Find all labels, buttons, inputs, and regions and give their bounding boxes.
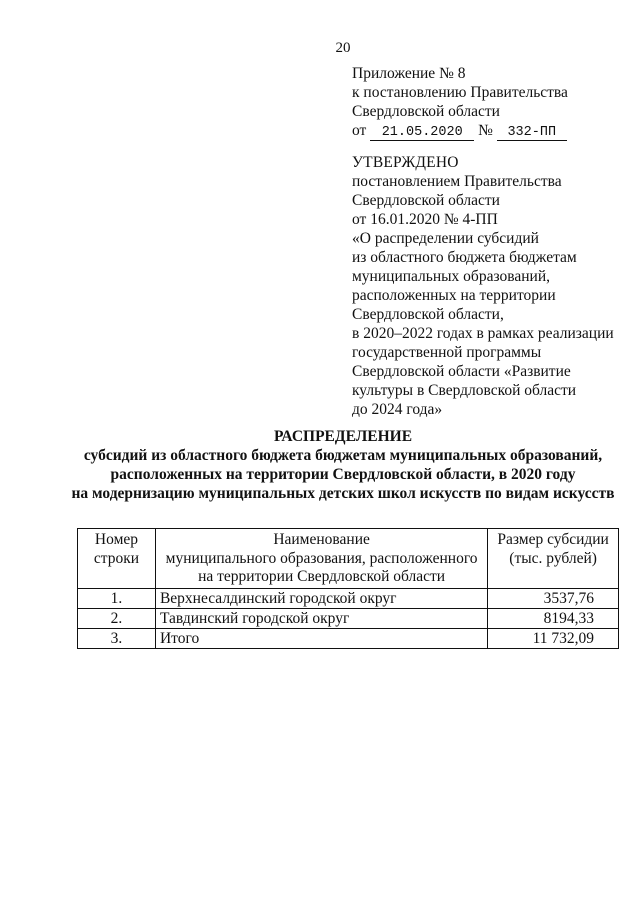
approved-line: до 2024 года» [352, 401, 443, 418]
table-row-total [78, 628, 619, 648]
header-subsidy-amount-line-2: (тыс. рублей) [509, 549, 597, 567]
table-header-row [78, 529, 619, 589]
total-amount: 11 732,09 [488, 628, 619, 648]
header-municipality-line-3: на территории Свердловской области [198, 568, 446, 585]
approved-line: муниципальных образований, [352, 268, 550, 285]
approved-line: Свердловской области [352, 192, 500, 209]
appendix-line-3: Свердловской области [352, 103, 500, 120]
header-row-number [78, 529, 156, 589]
total-label: Итого [155, 628, 487, 648]
table-row [78, 608, 619, 628]
number-label: № [478, 122, 493, 139]
appendix-block [352, 64, 568, 141]
approved-line: государственной программы [352, 344, 542, 361]
header-row-number-line-1: Номер [94, 531, 139, 548]
approved-line: от 16.01.2020 № 4-ПП [352, 211, 498, 228]
subsidy-amount: 3537,76 [488, 588, 619, 608]
header-municipality-line-2: муниципального образования, расположенного [165, 549, 478, 567]
approved-heading: УТВЕРЖДЕНО [352, 154, 459, 171]
header-subsidy-amount [488, 529, 619, 589]
approved-line: постановлением Правительства [352, 173, 562, 190]
from-label: от [352, 122, 367, 139]
appendix-line-2: к постановлению Правительства [352, 84, 568, 101]
approved-line: из областного бюджета бюджетам [352, 249, 577, 266]
approved-line: Свердловской области «Развитие [352, 363, 571, 380]
header-municipality-line-1: Наименование [273, 531, 370, 548]
header-subsidy-amount-line-1: Размер субсидии [497, 531, 609, 548]
row-number: 3. [78, 628, 156, 648]
header-municipality [155, 529, 487, 589]
municipality-name: Верхнесалдинский городской округ [155, 588, 487, 608]
subsidy-table [77, 528, 619, 649]
document-title-line-1: субсидий из областного бюджета бюджетам муниципальных образований, [83, 447, 603, 464]
subsidy-amount: 8194,33 [488, 608, 619, 628]
approved-line: культуры в Свердловской области [352, 382, 577, 399]
header-row-number-line-2: строки [93, 549, 140, 567]
municipality-name: Тавдинский городской округ [155, 608, 487, 628]
approved-line: «О распределении субсидий [352, 230, 539, 247]
decree-number: 332-ПП [497, 126, 567, 141]
approved-line: расположенных на территории [352, 287, 556, 304]
approved-line: Свердловской области, [352, 306, 504, 323]
approved-block [352, 153, 627, 419]
document-title-heading: РАСПРЕДЕЛЕНИЕ [273, 428, 413, 445]
document-title-line-2: расположенных на территории Свердловской области, в 2020 году [110, 466, 576, 483]
appendix-title: Приложение № 8 [352, 65, 466, 82]
document-title [0, 427, 640, 503]
row-number: 2. [78, 608, 156, 628]
page-number: 20 [335, 40, 351, 56]
approved-line: в 2020–2022 годах в рамках реализации [352, 325, 614, 342]
table-row [78, 588, 619, 608]
decree-date: 21.05.2020 [370, 126, 474, 141]
row-number: 1. [78, 588, 156, 608]
appendix-date-number-line [352, 121, 568, 141]
document-title-line-3: на модернизацию муниципальных детских школ искусств по видам искусств [71, 485, 615, 502]
